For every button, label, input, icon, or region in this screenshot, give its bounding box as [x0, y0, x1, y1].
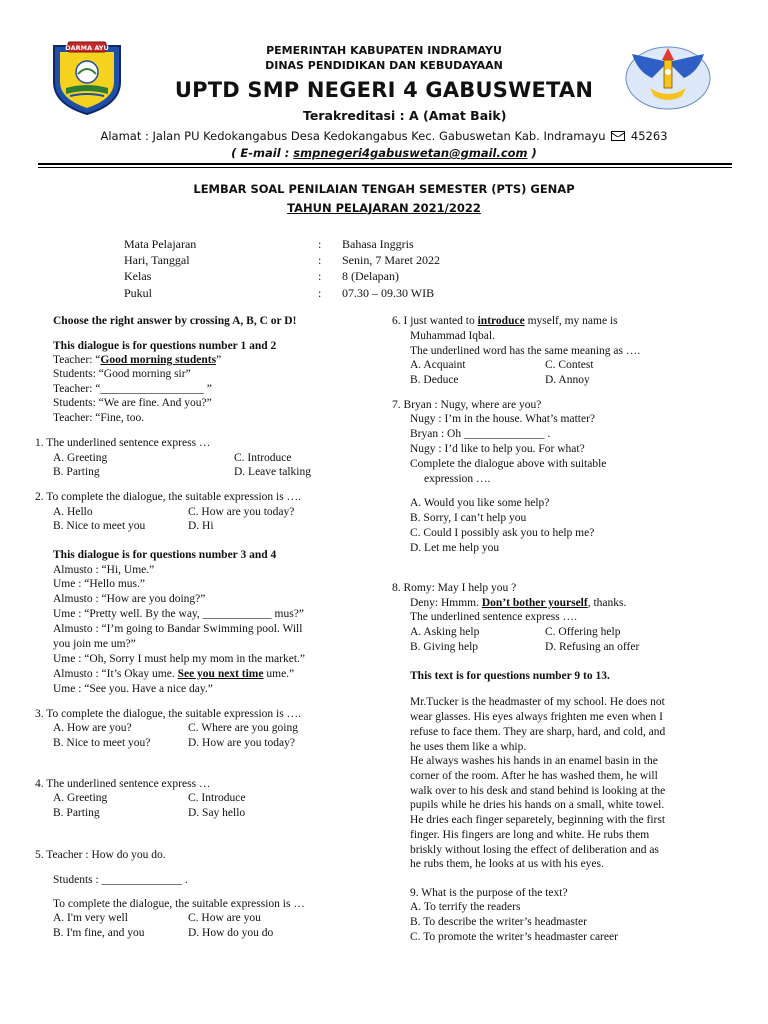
passage-line: refuse to face them. They are sharp, hard, and cold, and — [410, 726, 666, 738]
option-c[interactable]: C. Where are you going — [188, 722, 298, 734]
question-5-answer-line: Students : ______________ . — [53, 874, 188, 886]
question-line: Bryan : Oh ______________ . — [410, 428, 551, 440]
info-value: 07.30 – 09.30 WIB — [342, 286, 435, 300]
email-link[interactable]: smpnegeri4gabuswetan@gmail.com — [293, 146, 528, 160]
passage-line: wear glasses. His eyes always frighten me even when I — [410, 711, 663, 723]
dialogue-line: Almusto : “I’m going to Bandar Swimming pool. Will — [53, 623, 303, 635]
option-a[interactable]: A. Greeting — [53, 792, 108, 804]
question-4: 4. The underlined sentence express … — [35, 778, 211, 790]
option-d[interactable]: D. Hi — [188, 520, 214, 532]
question-line: expression …. — [424, 473, 491, 485]
question-2: 2. To complete the dialogue, the suitable expression is …. — [35, 491, 301, 503]
email-line: ( E-mail : smpnegeri4gabuswetan@gmail.com ) — [231, 146, 537, 160]
question-line: Deny: Hmmm. Don’t bother yourself, thanks. — [410, 597, 627, 609]
department-line: DINAS PENDIDIKAN DAN KEBUDAYAAN — [265, 59, 503, 72]
dialogue-line: you join me um?” — [53, 638, 136, 650]
option-b[interactable]: B. Parting — [53, 466, 100, 478]
postal-code: 45263 — [630, 129, 668, 143]
option-a[interactable]: A. Asking help — [410, 626, 480, 638]
option-b[interactable]: B. Giving help — [410, 641, 479, 653]
option-a[interactable]: A. To terrify the readers — [410, 901, 521, 913]
government-line: PEMERINTAH KABUPATEN INDRAMAYU — [266, 44, 502, 57]
passage-line: He dries each finger separetely, beginning with the first — [410, 814, 666, 826]
dialogue-line: Ume : “Oh, Sorry I must help my mom in the market.” — [53, 653, 305, 665]
dialogue-line: Ume : “Pretty well. By the way, ____________ mus?” — [53, 608, 304, 620]
passage-line: walk over to his desk and stand behind is looking at the — [410, 785, 666, 797]
underlined-word: introduce — [477, 315, 525, 327]
option-b[interactable]: B. Sorry, I can’t help you — [410, 512, 527, 524]
underlined-expression: Good morning students — [100, 354, 217, 366]
option-a[interactable]: A. Would you like some help? — [410, 497, 550, 509]
option-a[interactable]: A. Hello — [53, 506, 93, 518]
dialogue-line: Almusto : “How are you doing?” — [53, 593, 206, 605]
mail-icon — [611, 131, 625, 141]
passage-line: briskly without losing the effect of deliberation and as — [410, 844, 659, 856]
passage-line: He always washes his hands in an enamel basin in the — [410, 755, 658, 767]
option-c[interactable]: C. How are you today? — [188, 506, 295, 518]
option-b[interactable]: B. Nice to meet you? — [53, 737, 151, 749]
option-d[interactable]: D. Let me help you — [410, 542, 500, 554]
option-d[interactable]: D. Annoy — [545, 374, 590, 386]
question-line: Muhammad Iqbal. — [410, 330, 495, 342]
info-sep: : — [318, 237, 322, 251]
option-b[interactable]: B. Deduce — [410, 374, 459, 386]
question-3: 3. To complete the dialogue, the suitable expression is …. — [35, 708, 301, 720]
option-b[interactable]: B. To describe the writer’s headmaster — [410, 916, 587, 928]
option-a[interactable]: A. Acquaint — [410, 359, 466, 371]
option-d[interactable]: D. Leave talking — [234, 466, 311, 478]
dialogue-line: Teacher: “Good morning students” — [53, 354, 222, 366]
passage-line: he uses them like a whip. — [410, 741, 527, 753]
option-d[interactable]: D. How do you do — [188, 927, 274, 939]
option-c[interactable]: C. Introduce — [234, 452, 292, 464]
info-value: Senin, 7 Maret 2022 — [342, 253, 440, 267]
option-a[interactable]: A. I'm very well — [53, 912, 128, 924]
option-d[interactable]: D. Say hello — [188, 807, 246, 819]
info-label: Mata Pelajaran — [124, 237, 197, 251]
dialogue-line: Teacher: “__________________ ” — [53, 383, 212, 395]
exam-year: TAHUN PELAJARAN 2021/2022 — [287, 201, 481, 215]
question-line: Complete the dialogue above with suitable — [410, 458, 607, 470]
option-c[interactable]: C. Offering help — [545, 626, 621, 638]
passage-line: corner of the room. After he has washed them, he will — [410, 770, 658, 782]
info-value: 8 (Delapan) — [342, 269, 399, 283]
accreditation: Terakreditasi : A (Amat Baik) — [303, 108, 507, 123]
dialogue-line: Students: “Good morning sir” — [53, 368, 191, 380]
question-5: 5. Teacher : How do you do. — [35, 849, 166, 861]
option-a[interactable]: A. Greeting — [53, 452, 108, 464]
info-label: Hari, Tanggal — [124, 253, 190, 267]
dialogue-line: Ume : “Hello mus.” — [53, 578, 145, 590]
address-text: Alamat : Jalan PU Kedokangabus Desa Kedokangabus Kec. Gabuswetan Kab. Indramayu — [100, 129, 606, 143]
option-a[interactable]: A. How are you? — [53, 722, 132, 734]
option-c[interactable]: C. Introduce — [188, 792, 246, 804]
question-line: Nugy : I’m in the house. What’s matter? — [410, 413, 596, 425]
dialogue-1-title: This dialogue is for questions number 1 and 2 — [53, 340, 277, 352]
dialogue-line: Ume : “See you. Have a nice day.” — [53, 683, 213, 695]
info-label: Pukul — [124, 286, 153, 300]
passage-line: he rubs them, he looks at us with his eyes. — [410, 858, 604, 870]
option-b[interactable]: B. I'm fine, and you — [53, 927, 145, 939]
question-8: 8. Romy: May I help you ? — [392, 582, 517, 594]
svg-text:DARMA AYU: DARMA AYU — [65, 44, 109, 52]
dialogue-2-title: This dialogue is for questions number 3 and 4 — [53, 549, 277, 561]
question-6: 6. I just wanted to introduce myself, my name is — [392, 315, 618, 327]
info-value: Bahasa Inggris — [342, 237, 414, 251]
passage-line: Mr.Tucker is the headmaster of my school. He does not — [410, 696, 665, 708]
header-divider-thick — [38, 163, 732, 165]
dialogue-line: Almusto : “It’s Okay ume. See you next time ume.” — [53, 668, 295, 680]
info-sep: : — [318, 269, 322, 283]
underlined-expression: Don’t bother yourself — [481, 597, 588, 609]
option-c[interactable]: C. Contest — [545, 359, 594, 371]
question-7: 7. Bryan : Nugy, where are you? — [392, 399, 542, 411]
address-line — [0, 129, 768, 143]
school-name: UPTD SMP NEGERI 4 GABUSWETAN — [174, 78, 594, 102]
option-d[interactable]: D. Refusing an offer — [545, 641, 640, 653]
passage-line: pupils while he dries his hands on a small, white towel. — [410, 799, 665, 811]
option-b[interactable]: B. Nice to meet you — [53, 520, 146, 532]
text-title: This text is for questions number 9 to 13. — [410, 670, 610, 682]
info-sep: : — [318, 253, 322, 267]
question-line: Nugy : I’d like to help you. For what? — [410, 443, 585, 455]
instruction: Choose the right answer by crossing A, B, C or D! — [53, 315, 297, 327]
underlined-expression: See you next time — [177, 668, 264, 680]
option-d[interactable]: D. How are you today? — [188, 737, 295, 749]
question-5-prompt: To complete the dialogue, the suitable expression is … — [53, 898, 305, 910]
question-line: The underlined word has the same meaning as …. — [410, 345, 641, 357]
dialogue-line: Almusto : “Hi, Ume.” — [53, 564, 155, 576]
exam-title: LEMBAR SOAL PENILAIAN TENGAH SEMESTER (PTS) GENAP — [193, 182, 575, 196]
info-sep: : — [318, 286, 322, 300]
dialogue-line: Students: “We are fine. And you?” — [53, 397, 212, 409]
header-divider-thin — [38, 167, 732, 168]
passage-line: finger. His fingers are long and white. He rubs them — [410, 829, 650, 841]
option-c[interactable]: C. To promote the writer’s headmaster career — [410, 931, 618, 943]
question-line: The underlined sentence express …. — [410, 611, 578, 623]
option-c[interactable]: C. Could I possibly ask you to help me? — [410, 527, 595, 539]
question-1: 1. The underlined sentence express … — [35, 437, 211, 449]
question-9: 9. What is the purpose of the text? — [410, 887, 568, 899]
info-label: Kelas — [124, 269, 152, 283]
dialogue-line: Teacher: “Fine, too. — [53, 412, 145, 424]
option-c[interactable]: C. How are you — [188, 912, 261, 924]
option-b[interactable]: B. Parting — [53, 807, 100, 819]
